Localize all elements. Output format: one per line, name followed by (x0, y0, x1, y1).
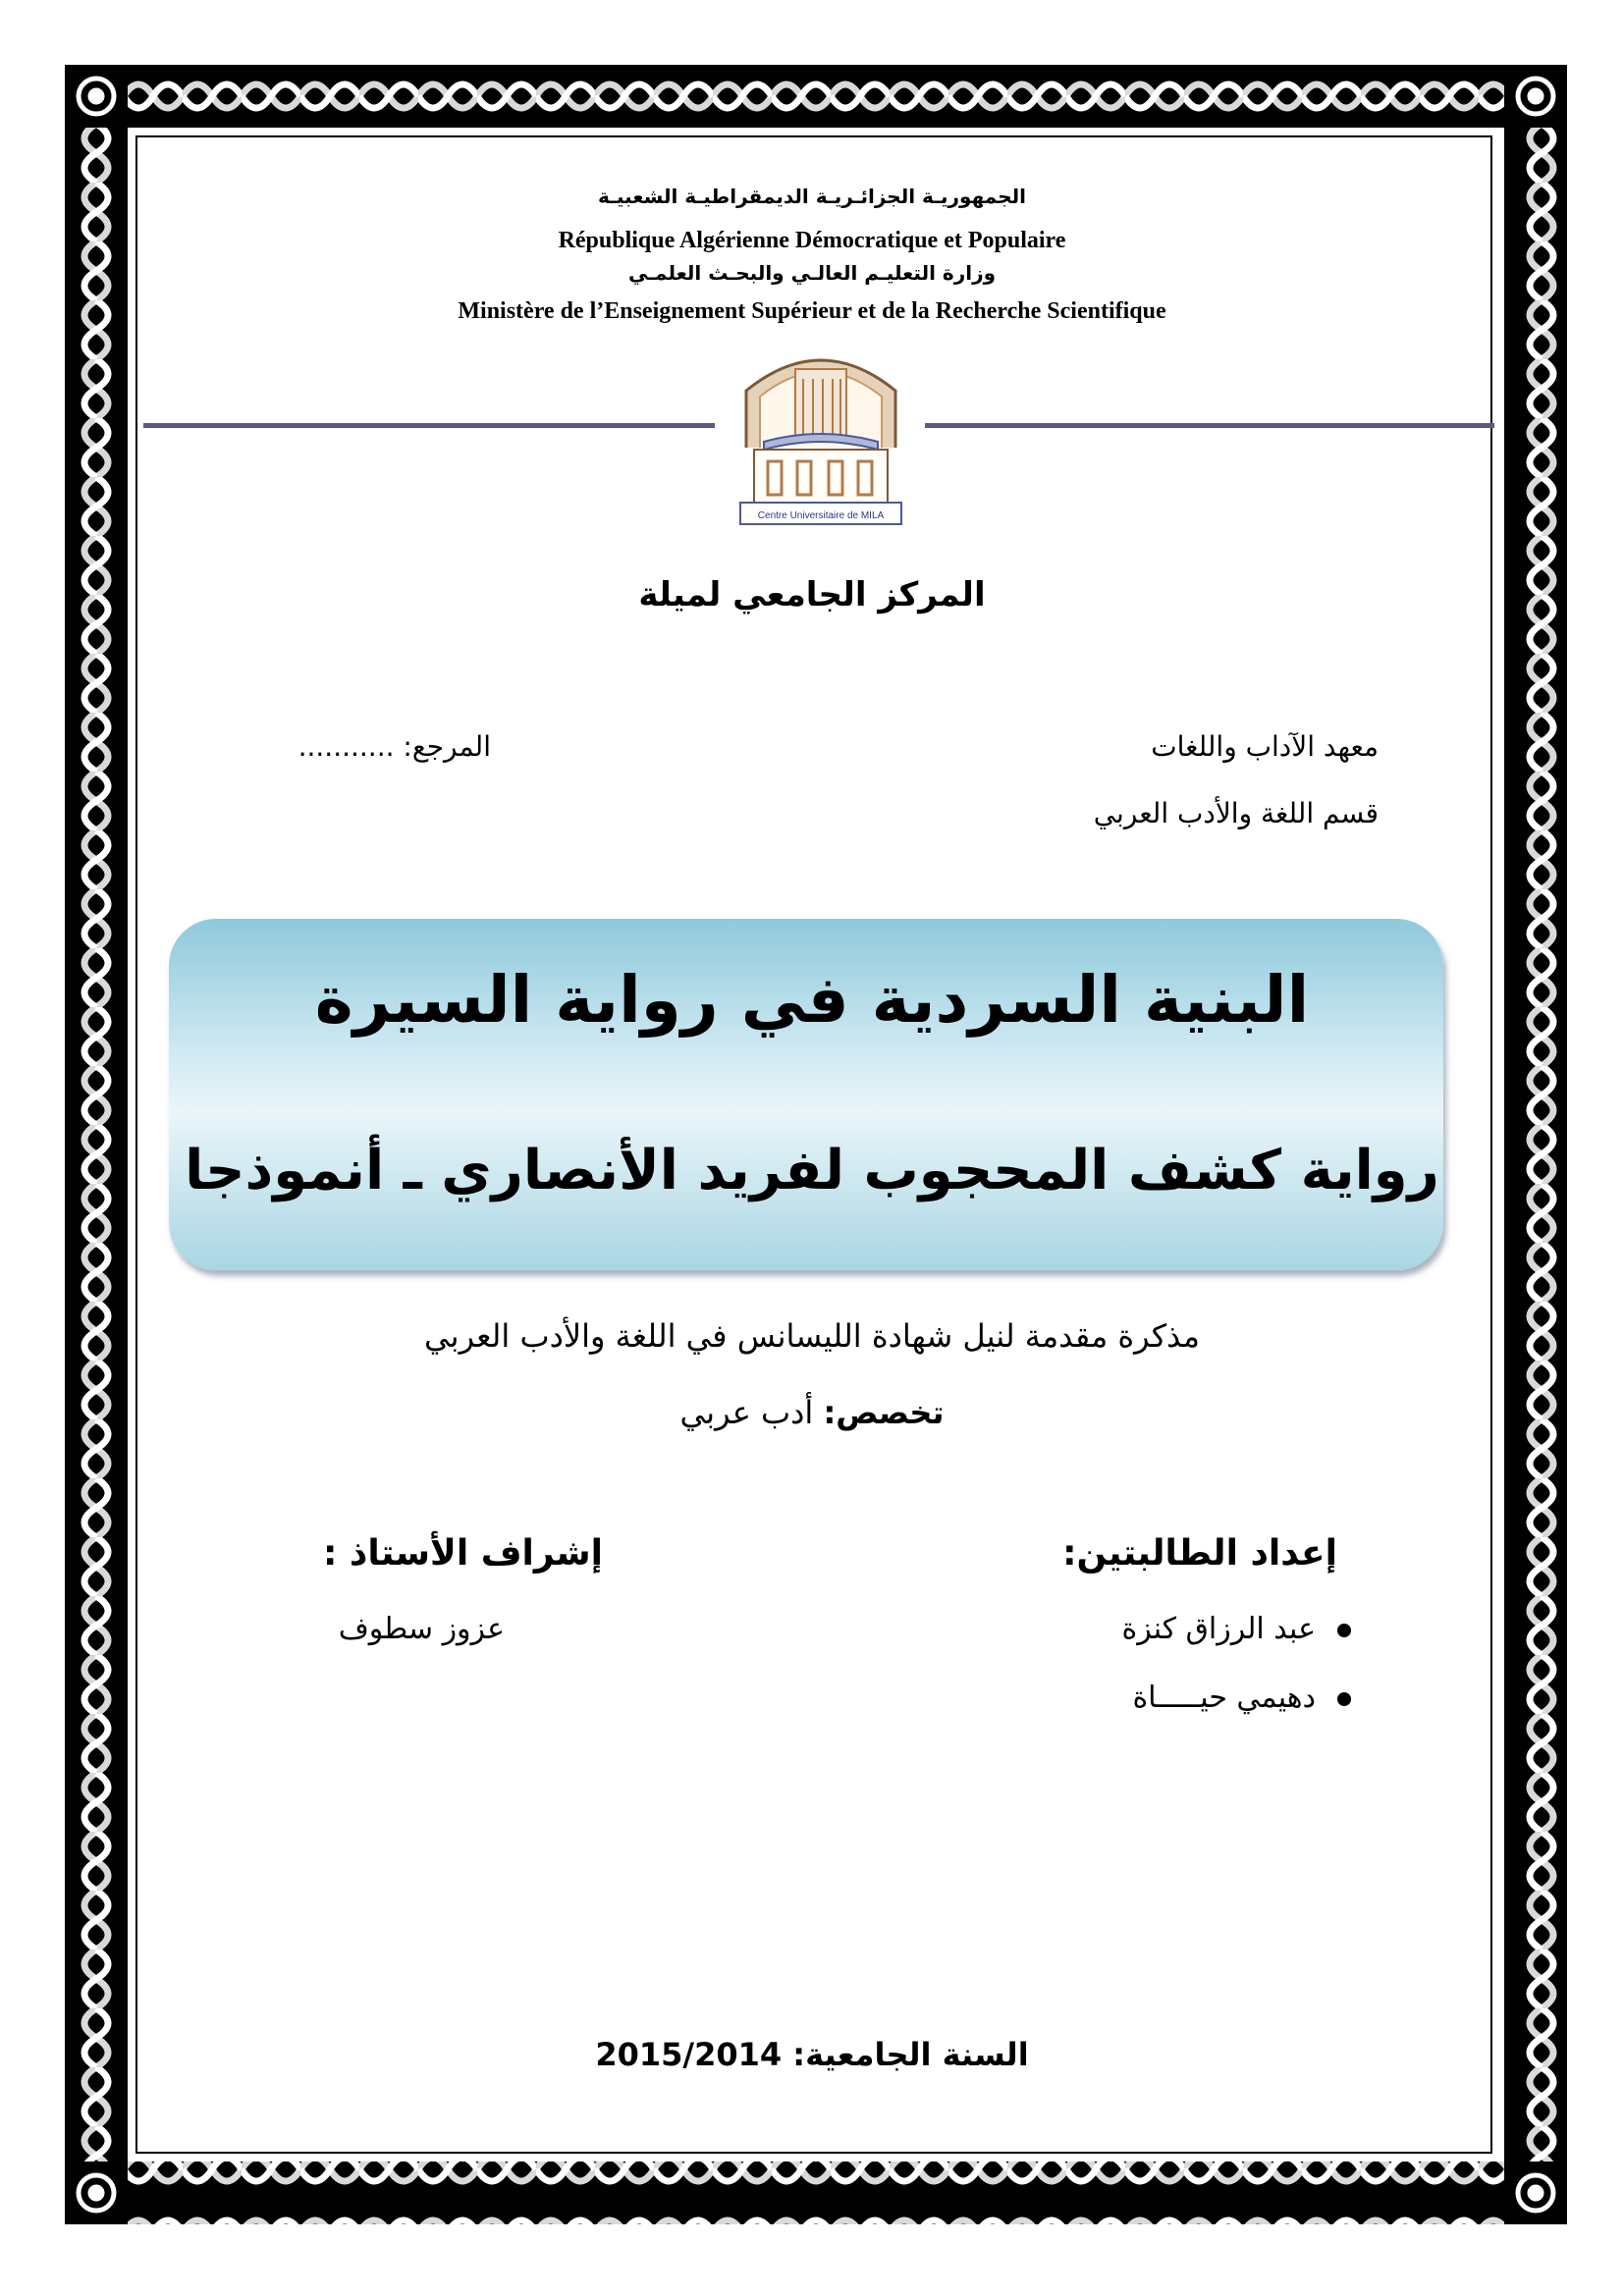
ministry-french: Ministère de l’Enseignement Supérieur et de la Recherche Scientifique (458, 298, 1166, 324)
center-name: المركز الجامعي لميلة (638, 575, 986, 614)
specialty-label: تخصص: (823, 1394, 945, 1431)
student-name: دهيمي حيـــــاة (1132, 1681, 1316, 1715)
student-item (1121, 1612, 1351, 1646)
academic-year (0, 2036, 1624, 2073)
student-item (1132, 1681, 1351, 1715)
thesis-subtitle: رواية كشف المحجوب لفريد الأنصاري ـ أنموذجا (185, 1139, 1439, 1202)
supervisor-name: عزوز سطوف (338, 1612, 505, 1646)
supervisor-heading: إشراف الأستاذ : (323, 1533, 603, 1574)
republic-french: République Algérienne Démocratique et Populaire (558, 228, 1066, 253)
reference-field: المرجع: ........... (298, 730, 491, 763)
thesis-title: البنية السردية في رواية السيرة (314, 962, 1310, 1038)
header-rule-right (925, 423, 1494, 428)
university-logo (738, 340, 903, 526)
header-rule-left (143, 423, 715, 428)
students-heading: إعداد الطالبتين: (1062, 1533, 1337, 1574)
academic-year-label: السنة الجامعية: (792, 2036, 1029, 2073)
bullet-icon (1337, 1692, 1351, 1706)
student-name: عبد الرزاق كنزة (1121, 1612, 1316, 1646)
republic-arabic: الجمهوريـة الجزائـريـة الديمقراطيـة الشعبيـة (598, 185, 1026, 208)
department-name: قسم اللغة والأدب العربي (1093, 797, 1379, 829)
ministry-arabic: وزارة التعليـم العالـي والبحـث العلمـي (627, 261, 997, 285)
institute-name: معهد الآداب واللغات (1151, 730, 1379, 763)
specialty (0, 1394, 1624, 1431)
academic-year-value: 2015/2014 (595, 2036, 783, 2073)
bullet-icon (1337, 1624, 1351, 1637)
specialty-value: أدب عربي (679, 1394, 814, 1431)
thesis-note: مذكرة مقدمة لنيل شهادة الليسانس في اللغة والأدب العربي (424, 1317, 1200, 1355)
logo-caption: Centre Universitaire de MILA (757, 510, 885, 521)
